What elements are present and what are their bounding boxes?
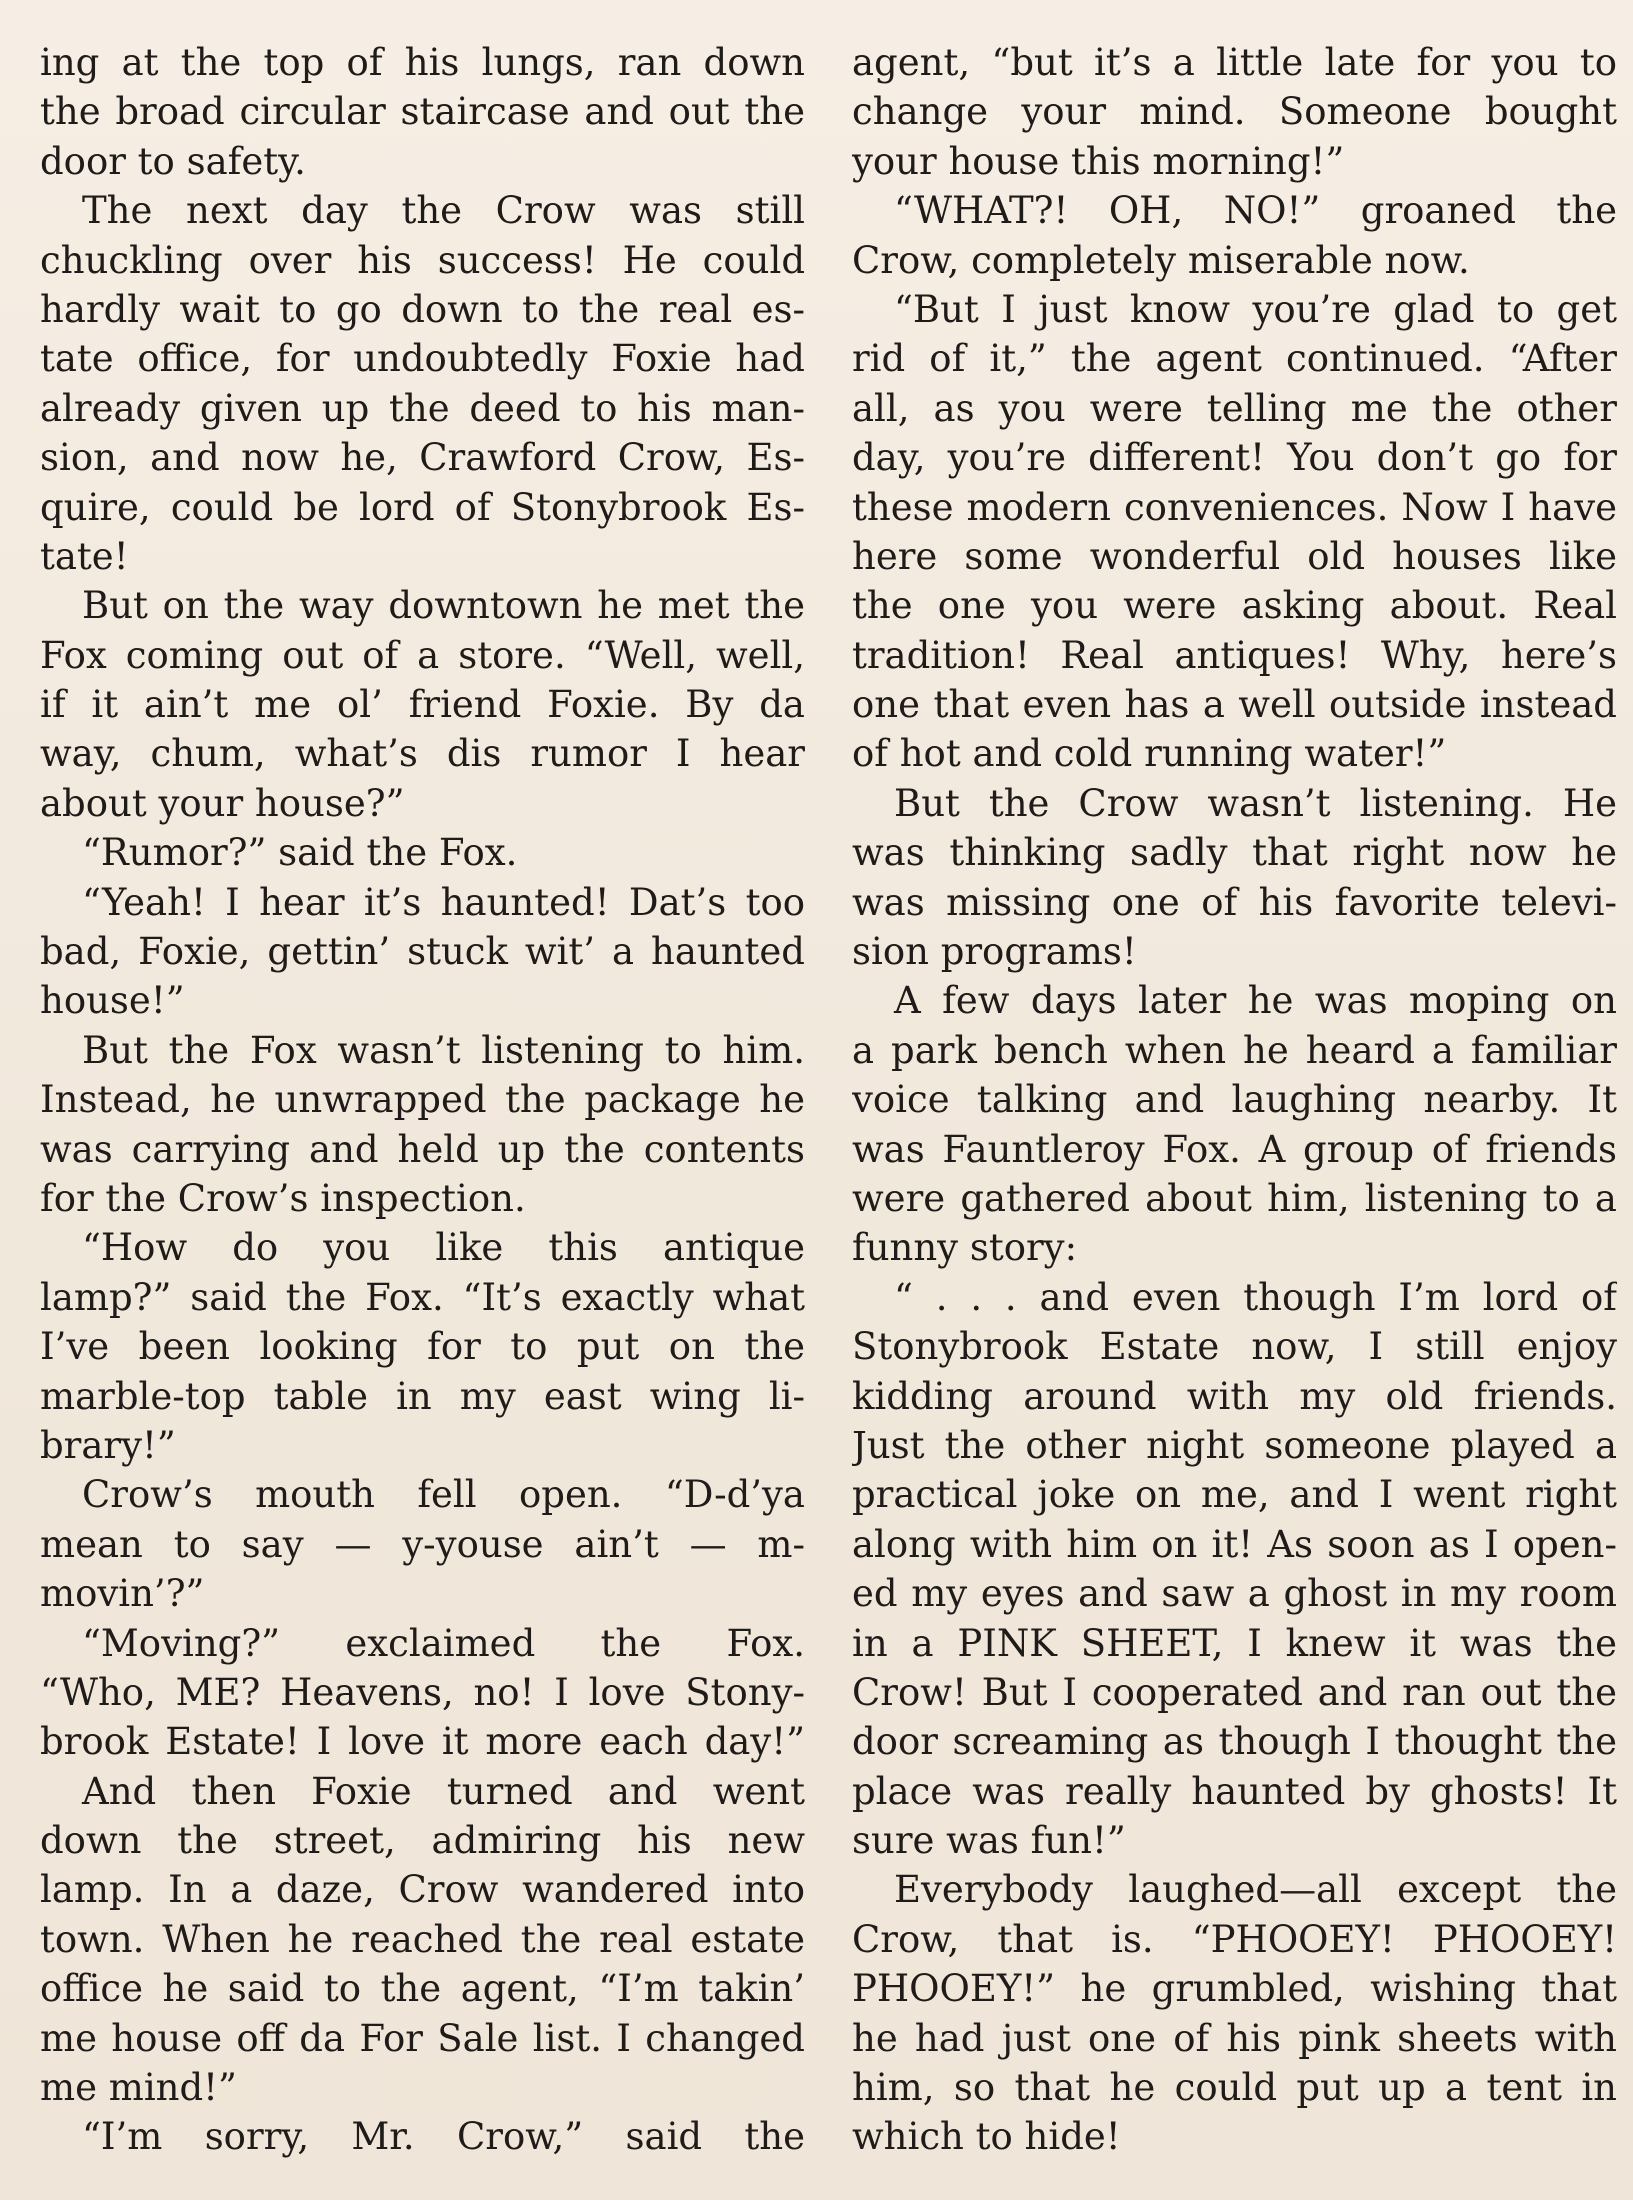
- text-line: But the Fox wasn’t listening to him.: [82, 1028, 805, 1072]
- text-line: mean to say — y-youse ain’t — m-: [40, 1522, 805, 1566]
- text-line: tate office, for undoubtedly Foxie had: [40, 337, 805, 381]
- text-line: me mind!”: [40, 2066, 237, 2110]
- text-line: sion, and now he, Crawford Crow, Es-: [40, 436, 805, 480]
- text-line: Fox coming out of a store. “Well, well,: [40, 633, 805, 677]
- text-line: “Rumor?” said the Fox.: [82, 831, 518, 875]
- text-line: along with him on it! As soon as I open-: [852, 1522, 1617, 1566]
- text-line: The next day the Crow was still: [82, 189, 805, 233]
- text-line: funny story:: [852, 1226, 1078, 1270]
- text-line: practical joke on me, and I went right: [852, 1473, 1617, 1517]
- text-line: voice talking and laughing nearby. It: [852, 1078, 1617, 1122]
- text-line: was thinking sadly that right now he: [852, 831, 1617, 875]
- text-line: Everybody laughed—all except the: [894, 1868, 1617, 1912]
- text-line: of hot and cold running water!”: [852, 732, 1447, 776]
- text-line: Instead, he unwrapped the package he: [40, 1078, 805, 1122]
- text-line: in a PINK SHEET, I knew it was the: [852, 1621, 1617, 1665]
- text-line: about your house?”: [40, 781, 405, 825]
- text-line: Crow, that is. “PHOOEY! PHOOEY!: [852, 1917, 1617, 1961]
- text-line: Crow, completely miserable now.: [852, 238, 1470, 282]
- text-line: he had just one of his pink sheets with: [852, 2016, 1617, 2060]
- text-line: “But I just know you’re glad to get: [894, 287, 1617, 331]
- text-line: Crow’s mouth fell open. “D-d’ya: [82, 1473, 805, 1517]
- text-line: “Yeah! I hear it’s haunted! Dat’s too: [82, 880, 805, 924]
- text-line: change your mind. Someone bought: [852, 90, 1617, 134]
- text-line: down the street, admiring his new: [40, 1819, 805, 1863]
- text-line: sion programs!: [852, 930, 1137, 974]
- text-line: kidding around with my old friends.: [852, 1374, 1617, 1418]
- text-line: chuckling over his success! He could: [40, 238, 805, 282]
- text-line: door to safety.: [40, 139, 306, 183]
- text-line: the one you were asking about. Real: [852, 584, 1617, 628]
- text-line: “WHAT?! OH, NO!” groaned the: [894, 189, 1617, 233]
- text-line: bad, Foxie, gettin’ stuck wit’ a haunted: [40, 930, 805, 974]
- text-line: rid of it,” the agent continued. “After: [852, 337, 1617, 381]
- text-line: him, so that he could put up a tent in: [852, 2066, 1617, 2110]
- text-line: “ . . . and even though I’m lord of: [894, 1275, 1617, 1319]
- text-line: marble-top table in my east wing li-: [40, 1374, 805, 1418]
- text-line: me house off da For Sale list. I changed: [40, 2016, 805, 2060]
- text-line: tate!: [40, 534, 129, 578]
- text-line: door screaming as though I thought the: [852, 1720, 1617, 1764]
- text-line: But on the way downtown he met the: [82, 584, 805, 628]
- text-line: But the Crow wasn’t listening. He: [894, 781, 1617, 825]
- text-line: And then Foxie turned and went: [82, 1769, 805, 1813]
- text-line: brary!”: [40, 1423, 176, 1467]
- text-line: house!”: [40, 979, 185, 1023]
- text-line: these modern conveniences. Now I have: [852, 485, 1617, 529]
- text-line: A few days later he was moping on: [894, 979, 1617, 1023]
- text-line: tradition! Real antiques! Why, here’s: [852, 633, 1617, 677]
- text-line: one that even has a well outside instead: [852, 683, 1617, 727]
- text-line: office he said to the agent, “I’m takin’: [40, 1967, 805, 2011]
- text-line: hardly wait to go down to the real es-: [40, 287, 805, 331]
- text-line: was missing one of his favorite televi-: [852, 880, 1617, 924]
- text-line: Stonybrook Estate now, I still enjoy: [852, 1325, 1617, 1369]
- text-line: here some wonderful old houses like: [852, 534, 1617, 578]
- text-line: already given up the deed to his man-: [40, 386, 805, 430]
- text-line: “How do you like this antique: [82, 1226, 805, 1270]
- text-line: were gathered about him, listening to a: [852, 1176, 1617, 1220]
- text-line: Crow! But I cooperated and ran out the: [852, 1670, 1617, 1714]
- text-line: “Moving?” exclaimed the Fox.: [82, 1621, 805, 1665]
- text-line: brook Estate! I love it more each day!”: [40, 1720, 805, 1764]
- text-line: your house this morning!”: [852, 139, 1345, 183]
- text-line: sure was fun!”: [852, 1819, 1126, 1863]
- text-line: Just the other night someone played a: [852, 1423, 1617, 1467]
- text-line: the broad circular staircase and out the: [40, 90, 805, 134]
- text-line: way, chum, what’s dis rumor I hear: [40, 732, 805, 776]
- text-line: PHOOEY!” he grumbled, wishing that: [852, 1967, 1617, 2011]
- text-line: was carrying and held up the contents: [40, 1127, 805, 1171]
- text-line: “Who, ME? Heavens, no! I love Stony-: [40, 1670, 805, 1714]
- text-line: ed my eyes and saw a ghost in my room: [852, 1572, 1617, 1616]
- text-line: lamp. In a daze, Crow wandered into: [40, 1868, 805, 1912]
- text-line: place was really haunted by ghosts! It: [852, 1769, 1617, 1813]
- text-line: lamp?” said the Fox. “It’s exactly what: [40, 1275, 805, 1319]
- text-line: a park bench when he heard a familiar: [852, 1028, 1617, 1072]
- text-line: town. When he reached the real estate: [40, 1917, 805, 1961]
- text-line: agent, “but it’s a little late for you to: [852, 41, 1617, 84]
- left-text-column: [40, 38, 805, 2178]
- text-line: if it ain’t me ol’ friend Foxie. By da: [40, 683, 805, 727]
- text-line: was Fauntleroy Fox. A group of friends: [852, 1127, 1617, 1171]
- text-line: “I’m sorry, Mr. Crow,” said the: [82, 2115, 805, 2159]
- text-line: movin’?”: [40, 1572, 205, 1616]
- text-line: for the Crow’s inspection.: [40, 1176, 526, 1220]
- right-text-column: [852, 38, 1617, 2178]
- text-line: day, you’re different! You don’t go for: [852, 436, 1617, 480]
- text-line: I’ve been looking for to put on the: [40, 1325, 805, 1369]
- text-line: which to hide!: [852, 2115, 1121, 2159]
- text-line: ing at the top of his lungs, ran down: [40, 41, 805, 84]
- text-line: all, as you were telling me the other: [852, 386, 1617, 430]
- text-line: quire, could be lord of Stonybrook Es-: [40, 485, 805, 529]
